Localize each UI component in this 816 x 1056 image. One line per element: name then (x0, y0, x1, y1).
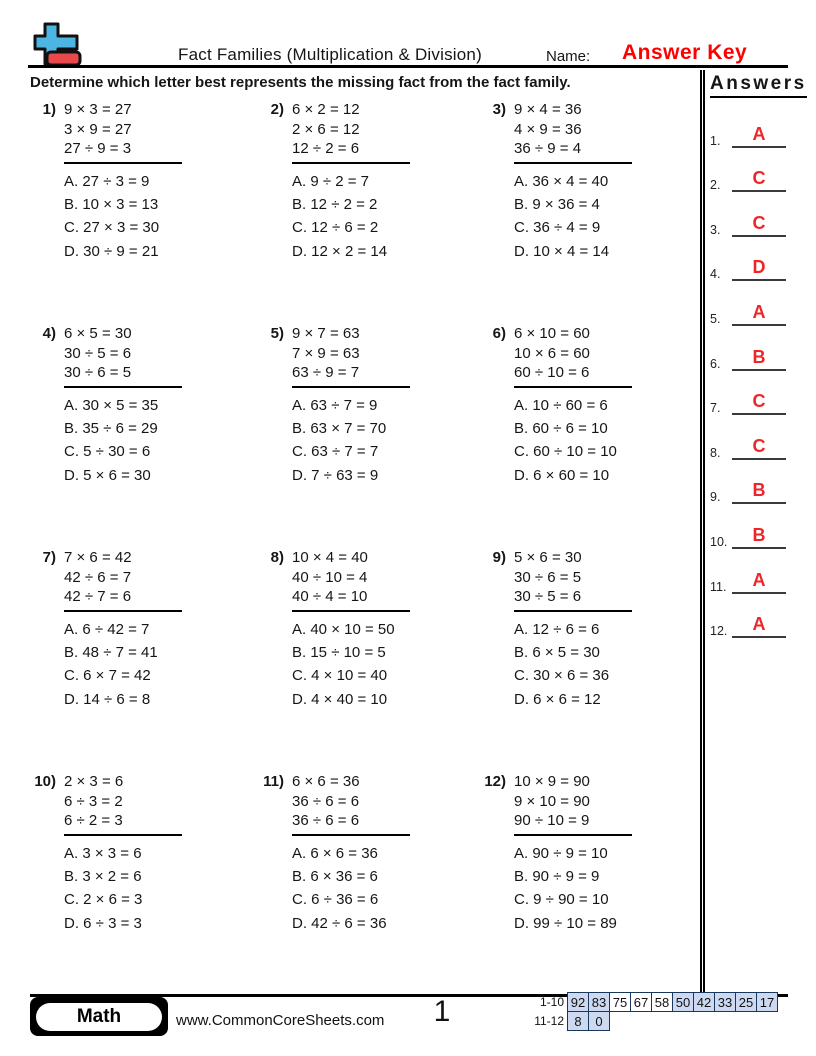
choice-b: B. 48 ÷ 7 = 41 (64, 643, 158, 661)
fact-line: 42 ÷ 6 = 7 (64, 568, 132, 586)
choice-c: C. 27 × 3 = 30 (64, 219, 160, 237)
fact-line: 6 ÷ 2 = 3 (64, 812, 123, 829)
fact-underline (292, 834, 410, 836)
fact-underline (292, 162, 410, 164)
fact-line: 9 × 4 = 36 (514, 101, 582, 118)
fact-line: 90 ÷ 10 = 9 (514, 812, 590, 829)
answer-number: 7. (710, 401, 721, 416)
choice-c: C. 9 ÷ 90 = 10 (514, 891, 609, 909)
score-cell: 58 (651, 992, 673, 1012)
choice-a: A. 9 ÷ 2 = 7 (292, 172, 370, 190)
answer-row-11 (710, 553, 790, 598)
answer-number: 11. (710, 579, 727, 594)
problem-number: 8) (270, 549, 284, 566)
answer-number: 10. (710, 534, 728, 549)
choice-c: C. 6 ÷ 36 = 6 (292, 891, 379, 909)
fact-line: 10 × 4 = 40 (292, 549, 368, 566)
answer-number: 9. (710, 490, 721, 505)
fact-underline (64, 386, 182, 388)
problem-9 (480, 548, 698, 772)
score-row-label: 1-10 (539, 995, 564, 1009)
answer-number: 3. (710, 222, 721, 237)
fact-line: 27 ÷ 9 = 3 (64, 140, 132, 157)
answer-blank (732, 107, 786, 148)
answer-blank (732, 464, 786, 505)
answer-row-2 (710, 152, 790, 197)
choice-b: B. 6 × 5 = 30 (514, 643, 600, 661)
name-label: Name: (546, 48, 591, 65)
choice-list (64, 842, 182, 936)
score-row-1-10 (528, 992, 778, 1012)
choice-a: A. 27 ÷ 3 = 9 (64, 172, 150, 190)
answer-key-value: Answer Key (622, 41, 748, 64)
choice-list (64, 394, 182, 488)
fact-line: 9 × 7 = 63 (292, 325, 360, 342)
score-row-11-12 (528, 1011, 778, 1031)
choice-list (514, 170, 632, 264)
score-row-label: 11-12 (534, 1014, 564, 1028)
choice-a: A. 36 × 4 = 40 (514, 172, 609, 190)
answer-row-8 (710, 419, 790, 464)
website-url: www.CommonCoreSheets.com (176, 1012, 385, 1029)
answer-letter: D (752, 257, 766, 278)
fact-underline (64, 834, 182, 836)
choice-list (514, 842, 632, 936)
fact-line: 6 × 10 = 60 (514, 325, 590, 342)
answer-blank (732, 241, 786, 282)
fact-line: 7 × 6 = 42 (64, 549, 132, 566)
fact-line: 10 × 6 = 60 (514, 344, 590, 362)
choice-c: C. 63 ÷ 7 = 7 (292, 443, 379, 461)
problem-number: 1) (42, 101, 56, 118)
fact-line: 42 ÷ 7 = 6 (64, 588, 132, 605)
problem-number: 4) (42, 325, 56, 342)
problem-number: 10) (34, 773, 56, 790)
choice-a: A. 12 ÷ 6 = 6 (514, 620, 600, 638)
choice-c: C. 2 × 6 = 3 (64, 891, 143, 909)
answer-blank (732, 196, 786, 237)
score-cell: 50 (672, 992, 694, 1012)
fact-underline (514, 610, 632, 612)
problem-10 (30, 772, 258, 996)
choice-b: B. 3 × 2 = 6 (64, 867, 142, 885)
fact-line: 6 × 6 = 36 (292, 773, 360, 790)
problem-number: 2) (270, 101, 284, 118)
fact-line: 9 × 3 = 27 (64, 101, 132, 118)
score-cell: 75 (609, 992, 631, 1012)
instruction-text: Determine which letter best represents the missing fact from the fact family. (30, 74, 571, 91)
problem-1 (30, 100, 258, 324)
choice-a: A. 30 × 5 = 35 (64, 396, 159, 414)
problem-12 (480, 772, 698, 996)
fact-line: 10 × 9 = 90 (514, 773, 590, 790)
choice-b: B. 63 × 7 = 70 (292, 419, 387, 437)
score-cell: 92 (567, 992, 589, 1012)
problem-number: 6) (492, 325, 506, 342)
choice-b: B. 35 ÷ 6 = 29 (64, 419, 158, 437)
fact-line: 12 ÷ 2 = 6 (292, 140, 360, 157)
choice-d: D. 4 × 40 = 10 (292, 690, 388, 708)
choice-b: B. 60 ÷ 6 = 10 (514, 419, 608, 437)
choice-d: D. 99 ÷ 10 = 89 (514, 914, 617, 932)
problem-number: 12) (484, 773, 506, 790)
problem-8 (258, 548, 480, 772)
answer-letter: B (752, 480, 766, 501)
choice-a: A. 90 ÷ 9 = 10 (514, 844, 608, 862)
choice-d: D. 30 ÷ 9 = 21 (64, 242, 159, 260)
fact-underline (64, 610, 182, 612)
choice-list (64, 170, 182, 264)
fact-line: 36 ÷ 6 = 6 (292, 792, 360, 810)
fact-underline (514, 162, 632, 164)
answer-number: 6. (710, 356, 721, 371)
fact-line: 60 ÷ 10 = 6 (514, 364, 590, 381)
problem-11 (258, 772, 480, 996)
answer-letter: C (752, 212, 766, 233)
score-table (528, 992, 778, 1031)
choice-c: C. 4 × 10 = 40 (292, 667, 388, 685)
answer-blank (732, 508, 786, 549)
answer-number: 8. (710, 445, 721, 460)
answer-letter: C (752, 391, 766, 412)
answers-panel (700, 70, 807, 992)
fact-line: 30 ÷ 5 = 6 (64, 344, 132, 362)
problem-number: 7) (42, 549, 56, 566)
answer-number: 12. (710, 624, 728, 639)
choice-a: A. 6 ÷ 42 = 7 (64, 620, 150, 638)
score-cell: 17 (756, 992, 778, 1012)
score-cell: 42 (693, 992, 715, 1012)
subject-badge (30, 997, 168, 1036)
choice-b: B. 10 × 3 = 13 (64, 195, 159, 213)
answer-number: 4. (710, 267, 721, 282)
fact-line: 6 × 5 = 30 (64, 325, 132, 342)
answer-number: 5. (710, 311, 721, 326)
fact-line: 40 ÷ 4 = 10 (292, 588, 368, 605)
answer-blank (732, 285, 786, 326)
choice-a: A. 6 × 6 = 36 (292, 844, 378, 862)
answer-row-9 (710, 464, 790, 509)
answer-blank (732, 598, 786, 639)
score-cell: 67 (630, 992, 652, 1012)
answer-number: 1. (710, 133, 721, 148)
problem-7 (30, 548, 258, 772)
choice-b: B. 6 × 36 = 6 (292, 867, 378, 885)
choice-c: C. 5 ÷ 30 = 6 (64, 443, 151, 461)
fact-line: 7 × 9 = 63 (292, 344, 360, 362)
fact-line: 4 × 9 = 36 (514, 120, 582, 138)
choice-c: C. 30 × 6 = 36 (514, 667, 610, 685)
problem-3 (480, 100, 698, 324)
answer-letter: A (752, 301, 766, 322)
problem-number: 5) (270, 325, 284, 342)
answer-row-12 (710, 598, 790, 643)
answer-blank (732, 330, 786, 371)
fact-line: 30 ÷ 5 = 6 (514, 588, 582, 605)
choice-b: B. 90 ÷ 9 = 9 (514, 867, 600, 885)
choice-d: D. 6 × 6 = 12 (514, 690, 601, 708)
header-divider (28, 65, 788, 68)
score-cell: 25 (735, 992, 757, 1012)
problem-6 (480, 324, 698, 548)
answer-rows (710, 107, 790, 642)
fact-line: 30 ÷ 6 = 5 (64, 364, 132, 381)
answer-letter: A (752, 569, 766, 590)
problems-grid (30, 100, 698, 996)
subject-label: Math (36, 1003, 162, 1031)
problem-number: 3) (492, 101, 506, 118)
plus-minus-logo-icon (33, 19, 85, 69)
answer-letter: A (752, 614, 766, 635)
choice-list (292, 394, 410, 488)
answer-letter: B (752, 524, 766, 545)
fact-underline (64, 162, 182, 164)
choice-b: B. 9 × 36 = 4 (514, 195, 600, 213)
answer-row-1 (710, 107, 790, 152)
choice-d: D. 6 ÷ 3 = 3 (64, 914, 142, 932)
choice-a: A. 40 × 10 = 50 (292, 620, 395, 638)
choice-a: A. 3 × 3 = 6 (64, 844, 142, 862)
choice-d: D. 42 ÷ 6 = 36 (292, 914, 387, 932)
fact-line: 5 × 6 = 30 (514, 549, 582, 566)
score-cell: 8 (567, 1011, 589, 1031)
fact-underline (292, 386, 410, 388)
choice-c: C. 6 × 7 = 42 (64, 667, 151, 685)
answer-row-6 (710, 330, 790, 375)
choice-c: C. 60 ÷ 10 = 10 (514, 443, 617, 461)
answer-row-5 (710, 285, 790, 330)
choice-list (292, 842, 410, 936)
choice-d: D. 7 ÷ 63 = 9 (292, 466, 379, 484)
choice-b: B. 12 ÷ 2 = 2 (292, 195, 378, 213)
fact-underline (514, 834, 632, 836)
choice-a: A. 10 ÷ 60 = 6 (514, 396, 608, 414)
fact-line: 6 × 2 = 12 (292, 101, 360, 118)
choice-c: C. 36 ÷ 4 = 9 (514, 219, 601, 237)
fact-underline (292, 610, 410, 612)
answer-number: 2. (710, 178, 721, 193)
problem-2 (258, 100, 480, 324)
choice-b: B. 15 ÷ 10 = 5 (292, 643, 386, 661)
choice-d: D. 14 ÷ 6 = 8 (64, 690, 151, 708)
answer-blank (732, 419, 786, 460)
fact-line: 36 ÷ 9 = 4 (514, 140, 582, 157)
fact-line: 30 ÷ 6 = 5 (514, 568, 582, 586)
answer-letter: A (752, 123, 766, 144)
choice-a: A. 63 ÷ 7 = 9 (292, 396, 378, 414)
answer-blank (732, 553, 786, 594)
answer-blank (732, 375, 786, 416)
choice-c: C. 12 ÷ 6 = 2 (292, 219, 379, 237)
choice-list (292, 170, 410, 264)
fact-underline (514, 386, 632, 388)
page-title: Fact Families (Multiplication & Division) (178, 45, 482, 64)
choice-d: D. 6 × 60 = 10 (514, 466, 610, 484)
fact-line: 9 × 10 = 90 (514, 792, 590, 810)
choice-list (514, 394, 632, 488)
problem-4 (30, 324, 258, 548)
choice-d: D. 5 × 6 = 30 (64, 466, 151, 484)
choice-list (64, 618, 182, 712)
choice-d: D. 10 × 4 = 14 (514, 242, 610, 260)
fact-line: 2 × 3 = 6 (64, 773, 124, 790)
problem-number: 9) (492, 549, 506, 566)
score-cell: 83 (588, 992, 610, 1012)
answer-row-7 (710, 375, 790, 420)
answer-row-10 (710, 508, 790, 553)
answer-row-3 (710, 196, 790, 241)
answer-row-4 (710, 241, 790, 286)
fact-line: 2 × 6 = 12 (292, 120, 360, 138)
fact-line: 36 ÷ 6 = 6 (292, 812, 360, 829)
answer-letter: B (752, 346, 766, 367)
choice-list (514, 618, 632, 712)
answer-blank (732, 152, 786, 193)
problem-5 (258, 324, 480, 548)
fact-line: 63 ÷ 9 = 7 (292, 364, 360, 381)
score-cell: 0 (588, 1011, 610, 1031)
choice-d: D. 12 × 2 = 14 (292, 242, 388, 260)
answer-letter: C (752, 168, 766, 189)
fact-line: 40 ÷ 10 = 4 (292, 568, 368, 586)
fact-line: 6 ÷ 3 = 2 (64, 792, 123, 810)
problem-number: 11) (263, 773, 284, 790)
fact-line: 3 × 9 = 27 (64, 120, 132, 138)
score-cell: 33 (714, 992, 736, 1012)
answers-title: Answers (710, 73, 807, 98)
choice-list (292, 618, 410, 712)
page-number: 1 (433, 995, 451, 1028)
answer-letter: C (752, 435, 766, 456)
minus-icon (47, 52, 80, 65)
